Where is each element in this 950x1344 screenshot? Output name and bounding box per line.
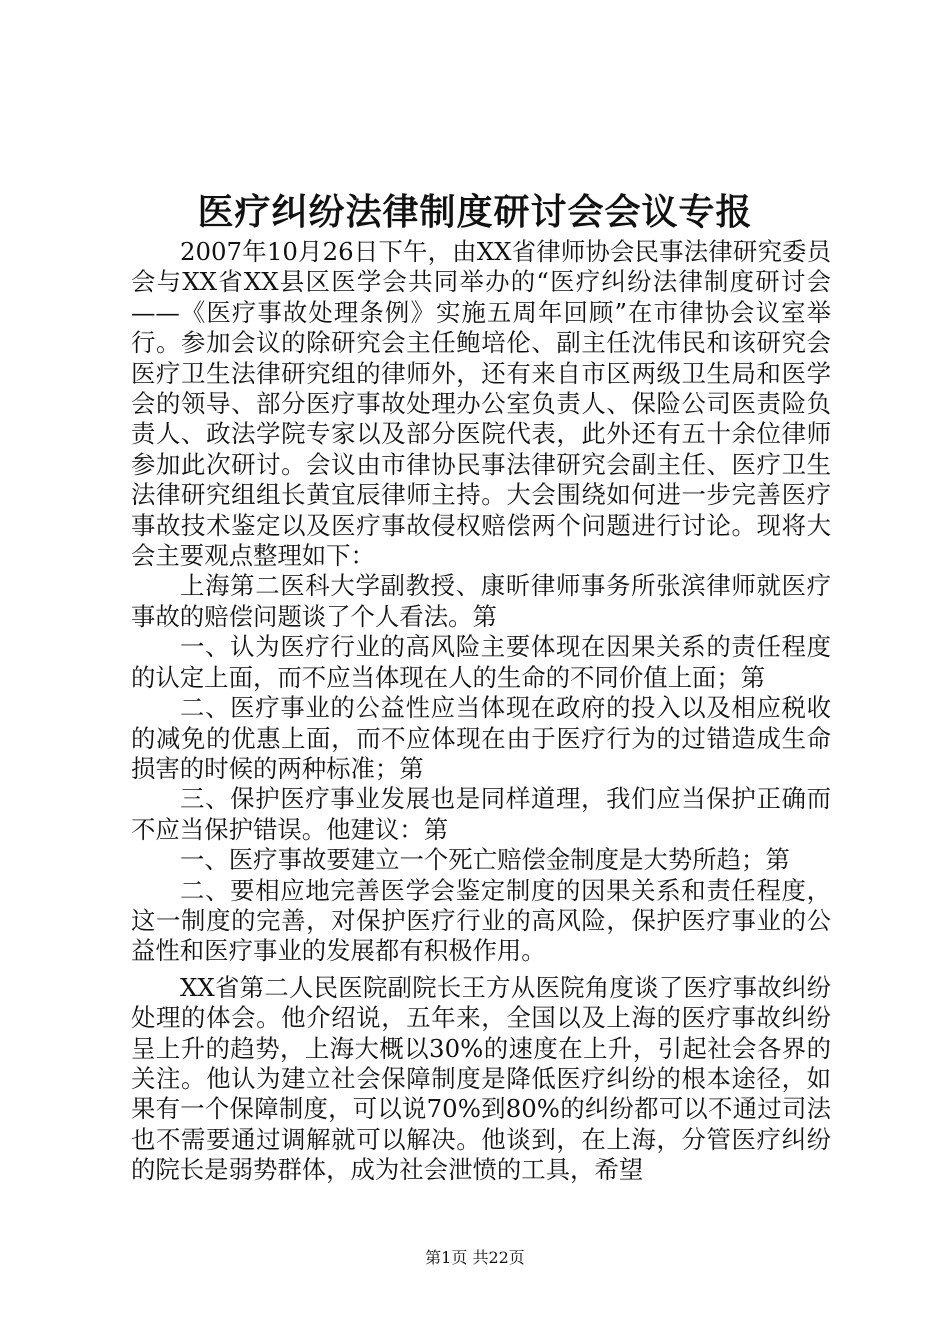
paragraph-intro: 2007年10月26日下午，由XX省律师协会民事法律研究委员会与XX省XX县区医学会共同举办的“医疗纠纷法律制度研讨会——《医疗事故处理条例》实施五周年回顾”在市律协会议室举行。参加会议的除研究会主任鲍培伦、副主任沈伟民和该研究会医疗卫生法律研究组的律师外，还有来自市区两级卫生局和医学会的领导、部分医疗事故处理办公室负责人、保险公司医责险负责人、政法学院专家以及部分医院代表，此外还有五十余位律师参加此次研讨。会议由市律协民事法律研究会副主任、医疗卫生法律研究组组长黄宜辰律师主持。大会围绕如何进一步完善医疗事故技术鉴定以及医疗事故侵权赔偿两个问题进行讨论。现将大会主要观点整理如下：	[131, 237, 831, 571]
paragraph-suggestion-1: 一、医疗事故要建立一个死亡赔偿金制度是大势所趋；第	[180, 845, 790, 875]
paragraph-zhang-bin: 上海第二医科大学副教授、康昕律师事务所张滨律师就医疗事故的赔偿问题谈了个人看法。第	[131, 571, 831, 631]
paragraph-point-3: 三、保护医疗事业发展也是同样道理，我们应当保护正确而不应当保护错误。他建议：第	[131, 784, 831, 844]
paragraph-point-1: 一、认为医疗行业的高风险主要体现在因果关系的责任程度的认定上面，而不应当体现在人的生命的不同价值上面；第	[131, 632, 831, 692]
document-body	[131, 237, 831, 1186]
page-footer: 第1页 共22页	[425, 1248, 525, 1267]
paragraph-suggestion-2: 二、要相应地完善医学会鉴定制度的因果关系和责任程度，这一制度的完善，对保护医疗行业的高风险，保护医疗事业的公益性和医疗事业的发展都有积极作用。	[131, 875, 831, 966]
paragraph-wang-fang: XX省第二人民医院副院长王方从医院角度谈了医疗事故纠纷处理的体会。他介绍说，五年来，全国以及上海的医疗事故纠纷呈上升的趋势，上海大概以30%的速度在上升，引起社会各界的关注。他认为建立社会保障制度是降低医疗纠纷的根本途径，如果有一个保障制度，可以说70%到80%的纠纷都可以不通过司法也不需要通过调解就可以解决。他谈到，在上海，分管医疗纠纷的院长是弱势群体，成为社会泄愤的工具，希望	[131, 972, 831, 1185]
document-title: 医疗纠纷法律制度研讨会会议专报	[197, 192, 753, 233]
paragraph-point-2: 二、医疗事业的公益性应当体现在政府的投入以及相应税收的减免的优惠上面，而不应体现在由于医疗行为的过错造成生命损害的时候的两种标准；第	[131, 693, 831, 783]
